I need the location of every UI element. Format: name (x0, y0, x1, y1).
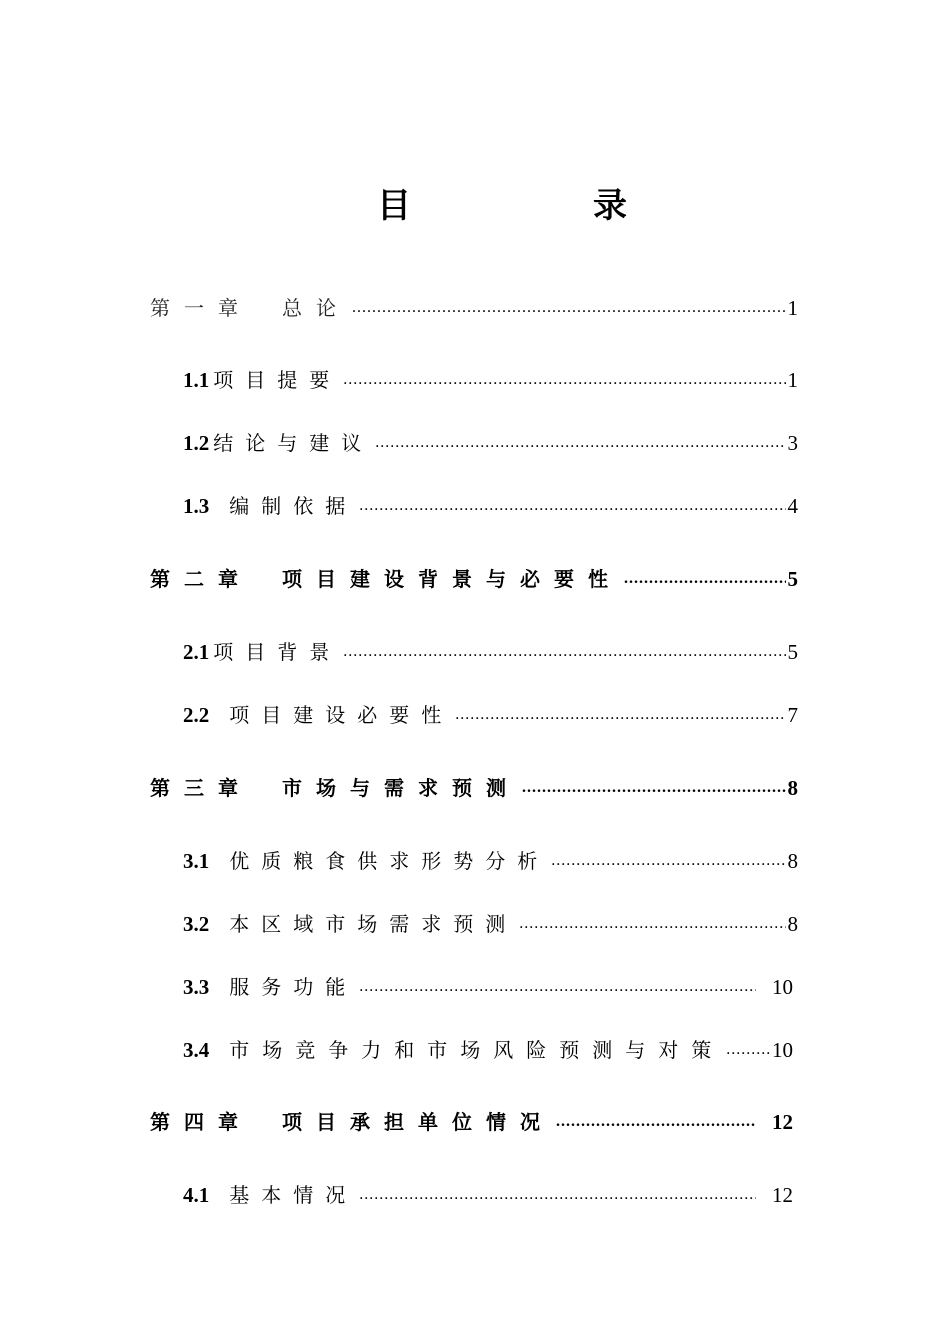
page-number: 1 (787, 296, 798, 320)
toc-section-1-1[interactable] (183, 364, 798, 396)
leader-dots (519, 908, 785, 940)
leader-dots (556, 1106, 756, 1138)
toc-title (0, 178, 950, 228)
page-number: 8 (787, 912, 798, 936)
section-number: 1.1 (183, 368, 210, 392)
toc-chapter-2[interactable] (150, 563, 798, 595)
toc-chapter-4[interactable] (150, 1106, 793, 1138)
section-title: 编制依据 (229, 494, 358, 518)
toc-section-3-4[interactable] (183, 1034, 793, 1066)
section-number: 2.2 (183, 703, 210, 727)
leader-dots (551, 845, 785, 877)
section-title: 本区域市场需求预测 (229, 912, 518, 936)
leader-dots (359, 1179, 756, 1211)
leader-dots (455, 699, 785, 731)
toc-chapter-1[interactable] (150, 292, 798, 324)
page-number: 7 (787, 703, 798, 727)
page-number: 5 (787, 567, 798, 591)
chapter-number: 第一章 (150, 296, 252, 320)
page-number: 3 (787, 431, 798, 455)
page-number: 12 (772, 1183, 793, 1207)
toc-section-3-1[interactable] (183, 845, 798, 877)
section-title: 服务功能 (229, 975, 358, 999)
chapter-number: 第三章 (150, 776, 252, 800)
page-number: 12 (772, 1110, 793, 1134)
section-number: 1.3 (183, 494, 210, 518)
leader-dots (343, 636, 785, 668)
section-title: 项目提要 (213, 368, 342, 392)
section-number: 1.2 (183, 431, 210, 455)
leader-dots (375, 427, 785, 459)
toc-section-2-2[interactable] (183, 699, 798, 731)
page-number: 10 (772, 1038, 793, 1062)
toc-section-1-2[interactable] (183, 427, 798, 459)
section-title: 基本情况 (229, 1183, 358, 1207)
section-number: 4.1 (183, 1183, 210, 1207)
chapter-title: 总论 (282, 296, 350, 320)
chapter-number: 第四章 (150, 1110, 252, 1134)
section-number: 3.3 (183, 975, 210, 999)
leader-dots (522, 772, 786, 804)
toc-section-2-1[interactable] (183, 636, 798, 668)
page-number: 1 (787, 368, 798, 392)
toc-section-3-3[interactable] (183, 971, 793, 1003)
leader-dots (343, 364, 785, 396)
page-number: 8 (787, 849, 798, 873)
leader-dots (359, 971, 756, 1003)
chapter-number: 第二章 (150, 567, 252, 591)
page-number: 4 (787, 494, 798, 518)
toc-section-1-3[interactable] (183, 490, 798, 522)
section-title: 结论与建议 (213, 431, 374, 455)
section-number: 3.1 (183, 849, 210, 873)
leader-dots (359, 490, 785, 522)
toc-section-3-2[interactable] (183, 908, 798, 940)
page-number: 5 (787, 640, 798, 664)
toc-section-4-1[interactable] (183, 1179, 793, 1211)
title-char-1: 目 (377, 186, 411, 226)
toc-chapter-3[interactable] (150, 772, 798, 804)
page-number: 10 (772, 975, 793, 999)
section-number: 2.1 (183, 640, 210, 664)
section-title: 优质粮食供求形势分析 (229, 849, 550, 873)
section-title: 项目建设必要性 (229, 703, 454, 727)
chapter-title: 市场与需求预测 (282, 776, 520, 800)
title-char-2: 录 (593, 186, 627, 226)
leader-dots (624, 563, 786, 595)
section-title: 项目背景 (213, 640, 342, 664)
chapter-title: 项目承担单位情况 (282, 1110, 554, 1134)
section-number: 3.4 (183, 1038, 210, 1062)
section-title: 市场竞争力和市场风险预测与对策 (229, 1038, 725, 1062)
leader-dots (726, 1034, 770, 1066)
section-number: 3.2 (183, 912, 210, 936)
page-number: 8 (787, 776, 798, 800)
chapter-title: 项目建设背景与必要性 (282, 567, 622, 591)
leader-dots (352, 292, 786, 324)
